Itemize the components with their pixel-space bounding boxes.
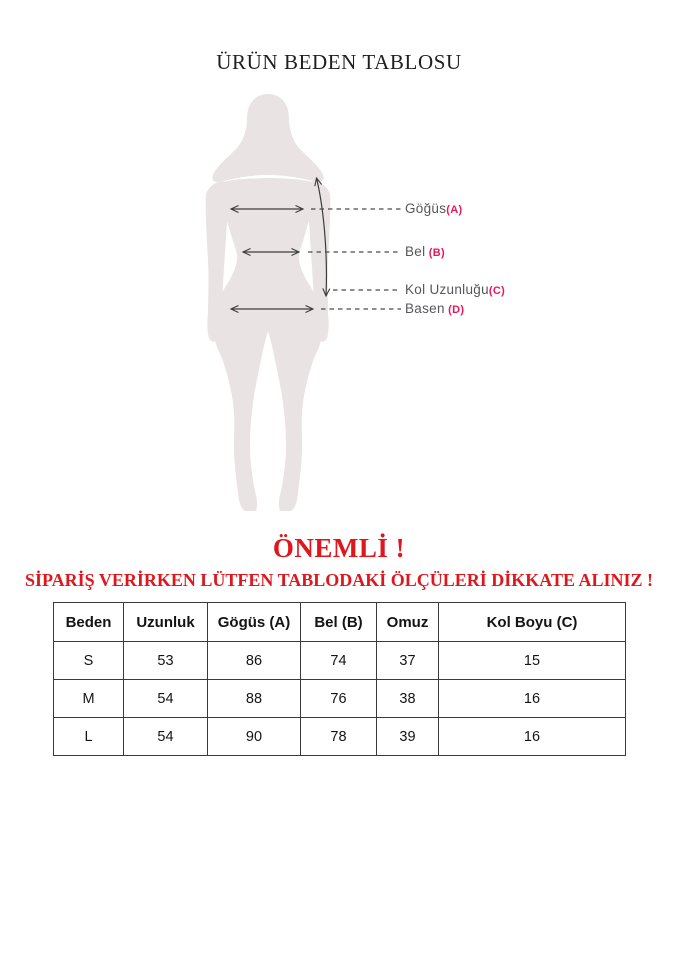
female-body-silhouette — [185, 88, 360, 518]
cell-kol-boyu: 16 — [439, 680, 626, 718]
silhouette-torso-legs — [212, 178, 324, 511]
label-chest — [405, 200, 462, 218]
cell-gogus: 86 — [208, 642, 301, 680]
cell-omuz: 37 — [377, 642, 439, 680]
label-waist — [405, 243, 445, 261]
label-chest-code: (A) — [446, 204, 463, 216]
cell-omuz: 39 — [377, 718, 439, 756]
header-beden: Beden — [54, 603, 124, 642]
cell-size: S — [54, 642, 124, 680]
label-hip-code: (D) — [444, 304, 465, 316]
label-arm-length-code: (C) — [488, 285, 506, 297]
cell-gogus: 90 — [208, 718, 301, 756]
label-hip — [405, 300, 464, 318]
table-row-s — [54, 642, 626, 680]
cell-uzunluk: 53 — [124, 642, 208, 680]
cell-size: L — [54, 718, 124, 756]
cell-uzunluk: 54 — [124, 680, 208, 718]
size-table — [53, 602, 626, 756]
page-title: ÜRÜN BEDEN TABLOSU — [216, 50, 462, 74]
cell-bel: 74 — [301, 642, 377, 680]
label-hip-text: Basen — [405, 301, 445, 316]
table-header-row — [54, 603, 626, 642]
cell-omuz: 38 — [377, 680, 439, 718]
header-bel: Bel (B) — [301, 603, 377, 642]
cell-kol-boyu: 16 — [439, 718, 626, 756]
label-arm-length-text: Kol Uzunluğu — [405, 282, 489, 297]
header-omuz: Omuz — [377, 603, 439, 642]
warning-subheading: SİPARİŞ VERİRKEN LÜTFEN TABLODAKİ ÖLÇÜLERİ DİKKATE ALINIZ ! — [25, 570, 653, 590]
cell-kol-boyu: 15 — [439, 642, 626, 680]
header-gogus: Gögüs (A) — [208, 603, 301, 642]
table-row-l — [54, 718, 626, 756]
silhouette-head — [212, 94, 323, 182]
warning-heading: ÖNEMLİ ! — [272, 533, 406, 563]
label-waist-text: Bel — [405, 244, 426, 259]
cell-gogus: 88 — [208, 680, 301, 718]
header-kol-boyu: Kol Boyu (C) — [439, 603, 626, 642]
cell-uzunluk: 54 — [124, 718, 208, 756]
label-arm-length — [405, 281, 505, 299]
cell-bel: 76 — [301, 680, 377, 718]
header-uzunluk: Uzunluk — [124, 603, 208, 642]
cell-bel: 78 — [301, 718, 377, 756]
cell-size: M — [54, 680, 124, 718]
table-row-m — [54, 680, 626, 718]
label-chest-text: Göğüs — [405, 201, 447, 216]
label-waist-code: (B) — [425, 247, 445, 259]
